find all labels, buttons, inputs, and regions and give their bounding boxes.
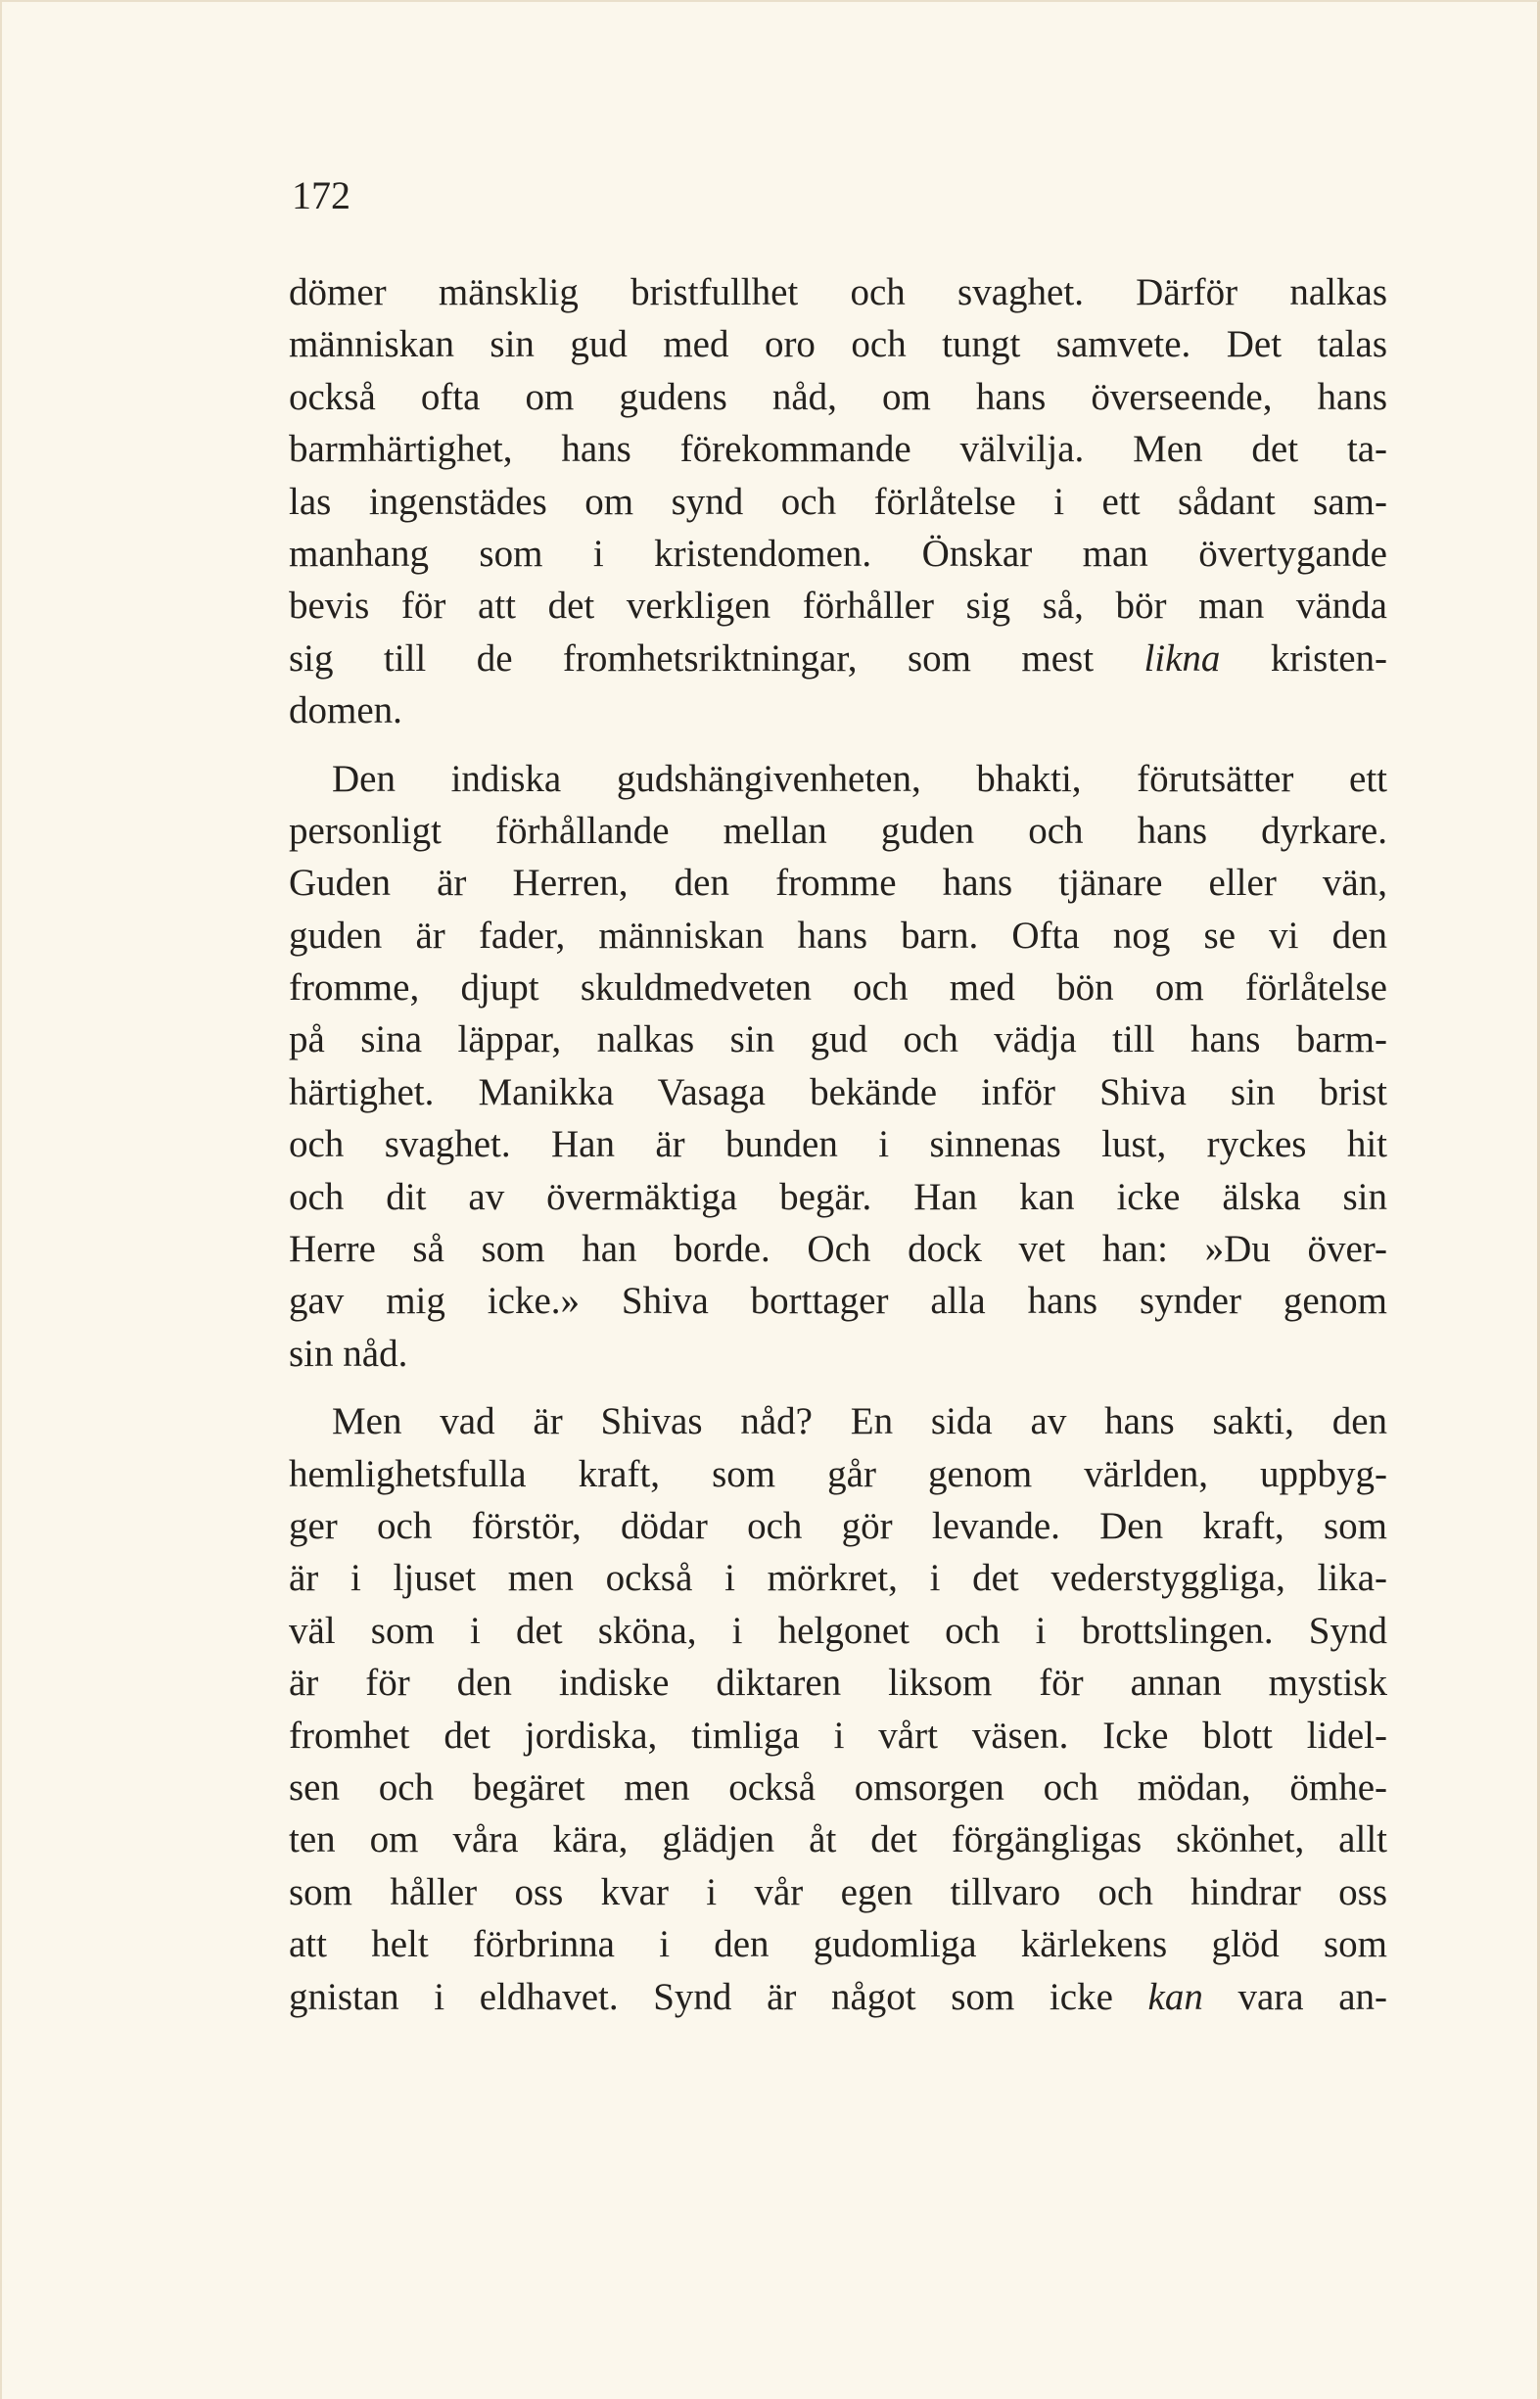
- page-number: 172: [292, 173, 350, 217]
- text-line: ten om våra kära, glädjen åt det förgängligas skönhet, allt: [289, 1818, 1387, 1861]
- text-segment: sig till de fromhetsriktningar, som mest: [289, 636, 1144, 680]
- text-line: ger och förstör, dödar och gör levande. Den kraft, som: [289, 1504, 1387, 1547]
- italic-word: kan: [1147, 1975, 1203, 2018]
- text-line: [289, 633, 1387, 684]
- text-line: som håller oss kvar i vår egen tillvaro och hindrar oss: [289, 1870, 1387, 1913]
- text-line: bevis för att det verkligen förhåller sig så, bör man vända: [289, 585, 1387, 628]
- text-line: dömer mänsklig bristfullhet och svaghet. Därför nalkas: [289, 271, 1387, 313]
- paragraph-2: [289, 753, 1387, 1381]
- text-line: också ofta om gudens nåd, om hans överseende, hans: [289, 375, 1387, 418]
- text-line: Guden är Herren, den fromme hans tjänare eller vän,: [289, 862, 1387, 905]
- text-line: och dit av övermäktiga begär. Han kan icke älska sin: [289, 1175, 1387, 1218]
- text-line: hemlighetsfulla kraft, som går genom världen, uppbyg-: [289, 1452, 1387, 1495]
- text-line: domen.: [289, 689, 402, 732]
- text-line: härtighet. Manikka Vasaga bekände inför Shiva sin brist: [289, 1070, 1387, 1113]
- text-segment: vara an-: [1202, 1975, 1387, 2018]
- text-line: väl som i det sköna, i helgonet och i brottslingen. Synd: [289, 1609, 1387, 1652]
- paragraph-3: [289, 1395, 1387, 2023]
- text-line: [289, 1971, 1387, 2023]
- text-line: las ingenstädes om synd och förlåtelse i ett sådant sam-: [289, 480, 1387, 523]
- text-line: fromme, djupt skuldmedveten och med bön om förlåtelse: [289, 966, 1387, 1010]
- text-line: sen och begäret men också omsorgen och mödan, ömhe-: [289, 1765, 1387, 1809]
- text-line: på sina läppar, nalkas sin gud och vädja till hans barm-: [289, 1018, 1387, 1061]
- text-line: är för den indiske diktaren liksom för annan mystisk: [289, 1662, 1387, 1705]
- body-text: [289, 266, 1387, 2023]
- italic-word: likna: [1143, 636, 1221, 680]
- text-line: barmhärtighet, hans förekommande välvilja. Men det ta-: [289, 428, 1387, 471]
- text-line: Men vad är Shivas nåd? En sida av hans sakti, den: [332, 1400, 1387, 1443]
- text-line: Den indiska gudshängivenheten, bhakti, förutsätter ett: [332, 757, 1387, 800]
- text-segment: kristen-: [1220, 636, 1387, 680]
- text-line: är i ljuset men också i mörkret, i det vederstyggliga, lika-: [289, 1557, 1387, 1600]
- text-line: Herre så som han borde. Och dock vet han: »Du över-: [289, 1228, 1387, 1271]
- text-line: guden är fader, människan hans barn. Ofta nog se vi den: [289, 914, 1387, 957]
- text-line: och svaghet. Han är bunden i sinnenas lust, ryckes hit: [289, 1123, 1387, 1166]
- text-line: personligt förhållande mellan guden och hans dyrkare.: [289, 809, 1387, 852]
- text-line: människan sin gud med oro och tungt samvete. Det talas: [289, 323, 1387, 366]
- text-line: gav mig icke.» Shiva borttager alla hans synder genom: [289, 1280, 1387, 1323]
- text-line: fromhet det jordiska, timliga i vårt väsen. Icke blott lidel-: [289, 1714, 1387, 1757]
- text-line: sin nåd.: [289, 1332, 408, 1375]
- paragraph-1: [289, 266, 1387, 737]
- text-segment: gnistan i eldhavet. Synd är något som icke: [289, 1975, 1148, 2018]
- text-line: manhang som i kristendomen. Önskar man övertygande: [289, 532, 1387, 575]
- text-line: att helt förbrinna i den gudomliga kärlekens glöd som: [289, 1923, 1387, 1966]
